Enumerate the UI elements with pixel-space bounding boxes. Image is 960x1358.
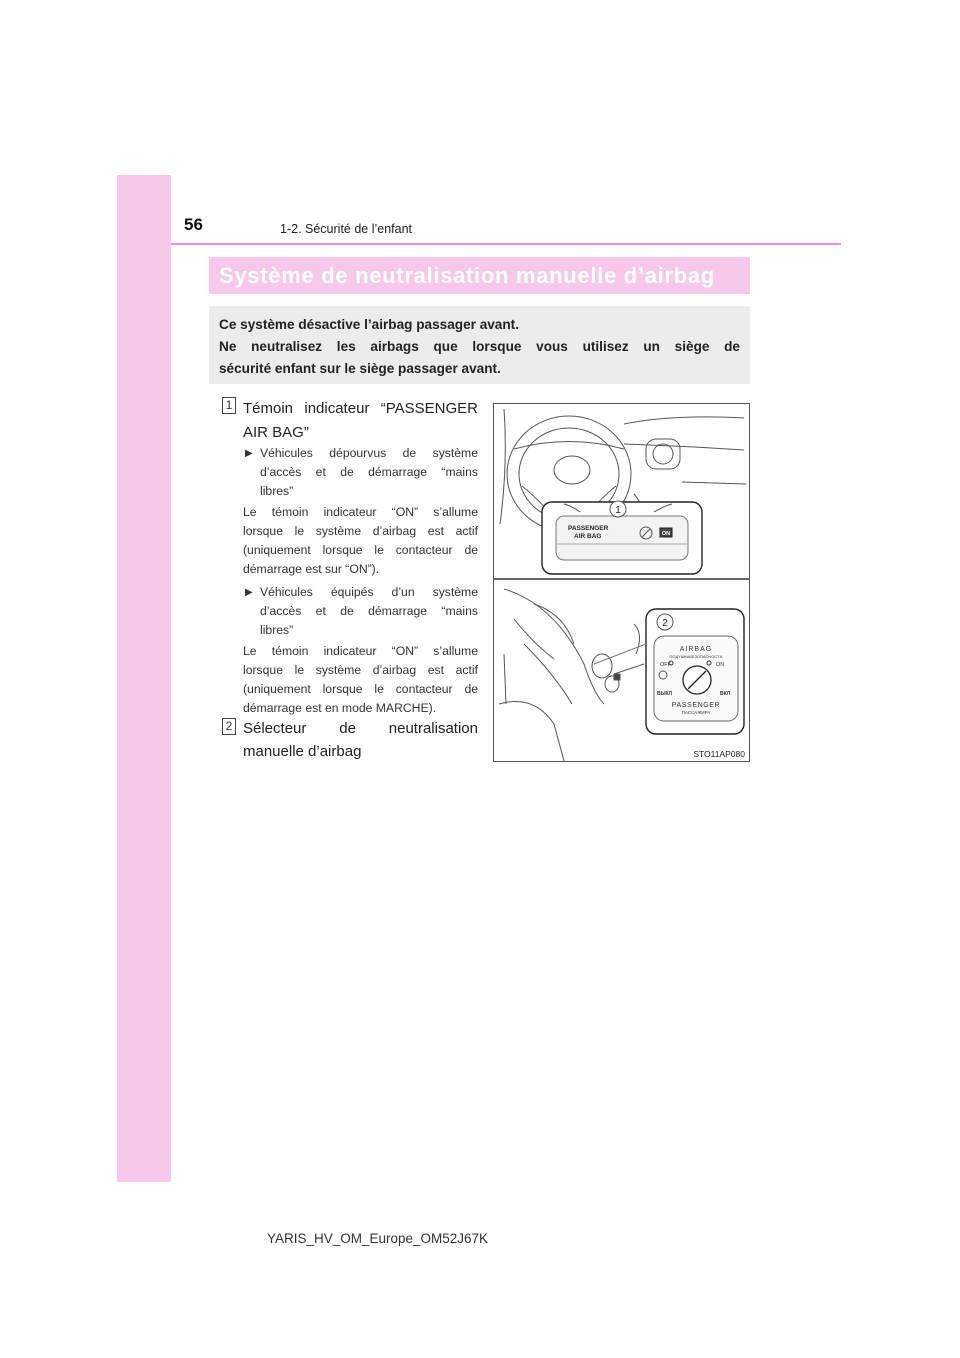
variant-1-line-3: libres”	[260, 484, 294, 498]
item-2-heading-line-1: Sélecteur de neutralisation	[243, 720, 478, 737]
header-rule	[171, 243, 841, 245]
footer	[0, 1231, 960, 1246]
dashboard-illustration	[494, 404, 749, 761]
callout-2: 2	[662, 618, 668, 629]
para-2-line-4: démarrage est en mode MARCHE).	[243, 701, 437, 715]
page-number: 56	[184, 215, 203, 234]
variant-2-line-3: libres”	[260, 623, 294, 637]
switch-label-passenger-ru: ПАССАЖИРА	[681, 710, 711, 715]
intro-line-1: Ce système désactive l’airbag passager avant.	[219, 317, 519, 332]
indicator-label-line-1: PASSENGER	[568, 525, 609, 532]
variant-2-line-2: d’accès et de démarrage “mains	[260, 604, 478, 618]
intro-box	[209, 306, 750, 384]
para-2-line-2: lorsque le système d’airbag est actif	[243, 663, 478, 677]
page-title: Système de neutralisation manuelle d’airbag	[219, 263, 715, 288]
para-1-line-1: Le témoin indicateur “ON” s’allume	[243, 505, 478, 519]
variant-1-line-1: Véhicules dépourvus de système	[260, 446, 478, 460]
switch-label-passenger: PASSENGER	[671, 702, 721, 709]
item-badge-1: 1	[222, 397, 236, 414]
switch-label-off-ru: ВЫКЛ	[657, 691, 673, 697]
intro-line-3: sécurité enfant sur le siège passager avant.	[219, 361, 501, 376]
item-1-heading-line-2: AIR BAG”	[243, 424, 309, 441]
variant-1-line-2: d’accès et de démarrage “mains	[260, 465, 478, 479]
bullet-triangle-icon: ▶	[245, 448, 253, 459]
para-2-line-1: Le témoin indicateur “ON” s’allume	[243, 644, 478, 658]
item-badge-2: 2	[222, 718, 236, 735]
item-1-heading-line-1: Témoin indicateur “PASSENGER	[243, 400, 478, 417]
switch-label-airbag-ru: ПОДУШКАБЕЗОПАСНОСТИ	[669, 654, 723, 659]
para-2-line-3: (uniquement lorsque le contacteur de	[243, 682, 478, 696]
variant-2-line-1: Véhicules équipés d’un système	[260, 585, 478, 599]
footer-text: YARIS_HV_OM_Europe_OM52J67K	[266, 1231, 489, 1246]
indicator-on-lamp: ON	[661, 531, 671, 537]
intro-line-2: Ne neutralisez les airbags que lorsque vous utilisez un siège de	[219, 339, 740, 354]
switch-label-off: OFF	[660, 662, 671, 668]
figure-code: STO11AP080	[693, 749, 745, 759]
illustration	[493, 403, 750, 762]
title-bar	[209, 257, 750, 294]
switch-label-on-ru: ВКЛ	[720, 691, 731, 697]
switch-label-on: ON	[716, 662, 725, 668]
para-1-line-4: démarrage est sur “ON”).	[243, 562, 380, 576]
switch-label-airbag: AIRBAG	[679, 646, 713, 653]
para-1-line-3: (uniquement lorsque le contacteur de	[243, 543, 478, 557]
side-tab	[117, 175, 171, 1182]
section-title: 1-2. Sécurité de l’enfant	[280, 222, 413, 236]
para-1-line-2: lorsque le système d’airbag est actif	[243, 524, 478, 538]
indicator-label-line-2: AIR BAG	[574, 533, 602, 540]
item-2-heading-line-2: manuelle d’airbag	[243, 743, 362, 760]
callout-1: 1	[615, 505, 621, 516]
bullet-triangle-icon: ▶	[245, 587, 253, 598]
